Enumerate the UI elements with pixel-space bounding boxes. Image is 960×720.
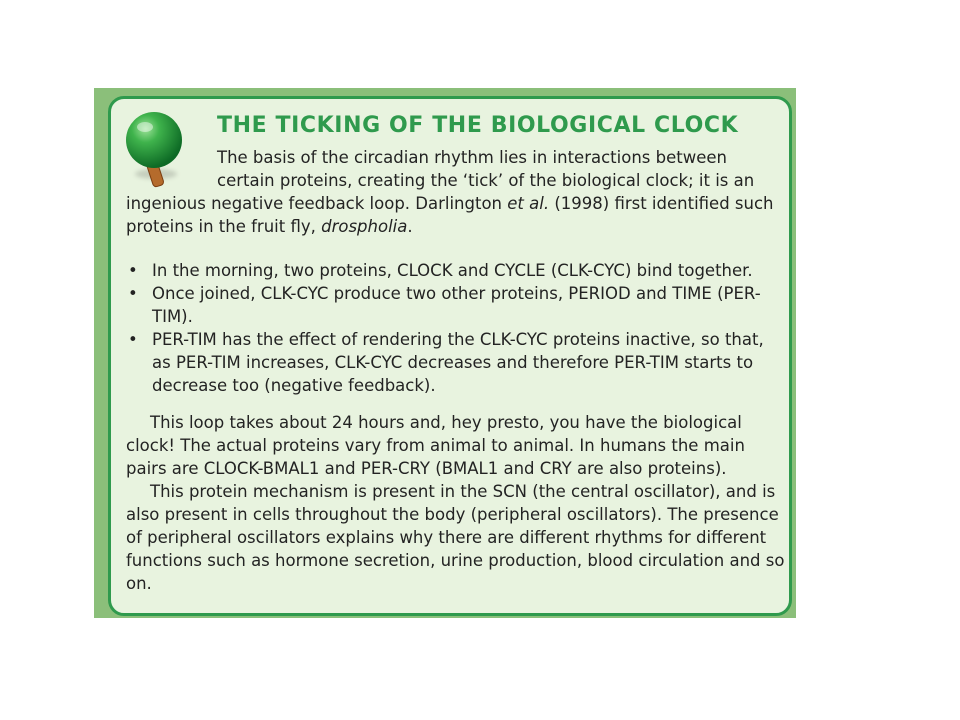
bullet-item-2: • Once joined, CLK-CYC produce two other proteins, PERIOD and TIME (PER-TIM).: [126, 282, 786, 328]
intro-text-part2: ingenious negative feedback loop. Darlington: [126, 194, 503, 213]
box-title: THE TICKING OF THE BIOLOGICAL CLOCK: [217, 113, 739, 138]
loop-paragraph: This loop takes about 24 hours and, hey presto, you have the biological clock! The actual proteins vary from animal to animal. In humans the main pairs are CLOCK-BMAL1 and PER-CRY (BMAL1 and CRY are also proteins).: [126, 413, 745, 478]
bullet-item-3: • PER-TIM has the effect of rendering the CLK-CYC proteins inactive, so that, as PER-TIM increases, CLK-CYC decreases and therefore PER-TIM starts to decrease too (negative feedback).: [126, 328, 786, 397]
intro-paragraph: [217, 146, 783, 192]
green-ball-pin-icon: [125, 111, 183, 169]
intro-paragraph-continued: [126, 192, 786, 238]
info-box: [108, 96, 792, 616]
intro-text-part3: (1998) first identified such proteins in the fruit fly,: [126, 194, 774, 236]
bullet-item-1: • In the morning, two proteins, CLOCK and CYCLE (CLK-CYC) bind together.: [126, 259, 786, 282]
intro-et-al: et al.: [507, 194, 550, 213]
mechanism-paragraph: This protein mechanism is present in the SCN (the central oscillator), and is also present in cells throughout the body (peripheral oscillators). The presence of peripheral oscillators explains why there are different rhythms for different functions such as hormone secretion, urine production, blood circulation and so on.: [126, 482, 785, 593]
intro-text-part1: The basis of the circadian rhythm lies in interactions between certain proteins, creating the ‘tick’ of the biological clock; it is an: [217, 148, 755, 190]
bullet-list: [126, 259, 786, 397]
intro-species-name: drospholia: [321, 217, 408, 236]
intro-end: .: [407, 217, 413, 236]
